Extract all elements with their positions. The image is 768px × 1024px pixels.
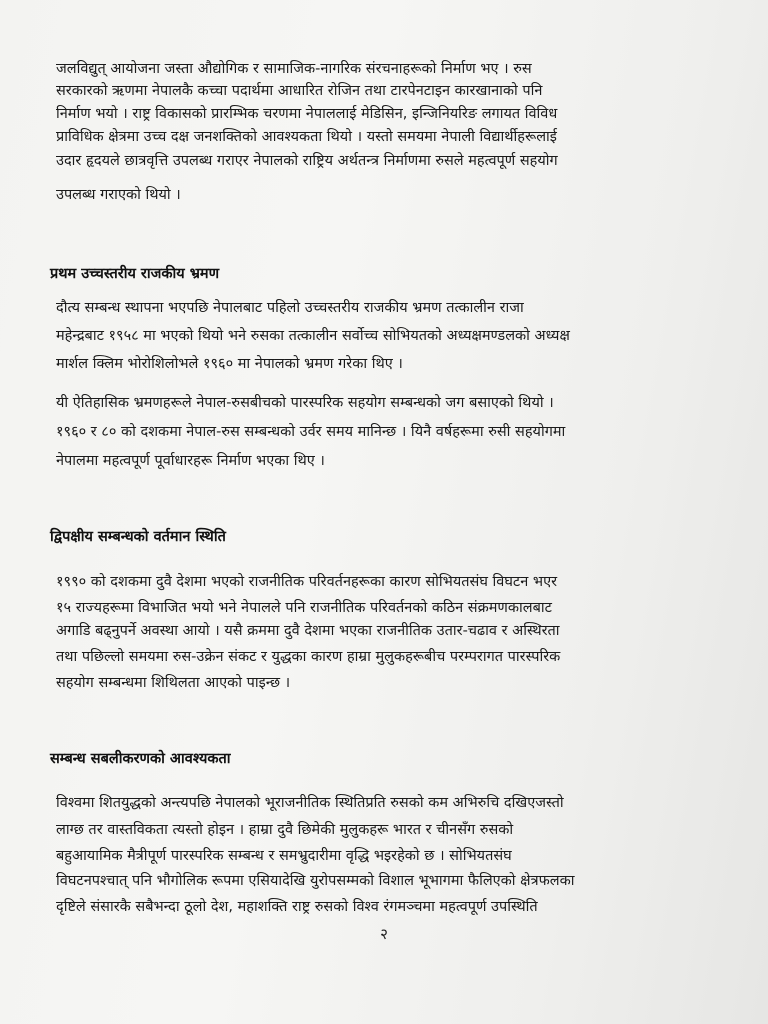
text-line: निर्माण भयो । राष्ट्र विकासको प्रारम्भिक चरणमा नेपाललाई मेडिसिन, इन्जिनियरिङ लगायत विविध bbox=[56, 106, 558, 122]
text-line: प्राविधिक क्षेत्रमा उच्च दक्ष जनशक्तिको आवश्यकता थियो । यस्तो समयमा नेपाली विद्यार्थीहरूलाई bbox=[56, 129, 557, 145]
section-heading-first-state-visit: प्रथम उच्चस्तरीय राजकीय भ्रमण bbox=[50, 266, 220, 282]
text-line: लाग्छ तर वास्तविकता त्यस्तो होइन । हाम्रा दुवै छिमेकी मुलुकहरू भारत र चीनसँग रुसको bbox=[56, 822, 514, 838]
text-line: तथा पछिल्लो समयमा रुस-उक्रेन संकट र युद्धका कारण हाम्रा मुलुकहरूबीच परम्परागत पारस्परिक bbox=[56, 649, 561, 665]
text-line: उपलब्ध गराएको थियो । bbox=[56, 187, 181, 203]
text-line: दौत्य सम्बन्ध स्थापना भएपछि नेपालबाट पहिलो उच्चस्तरीय राजकीय भ्रमण तत्कालीन राजा bbox=[56, 300, 524, 316]
section-heading-strengthening-relations: सम्बन्ध सबलीकरणको आवश्यकता bbox=[50, 751, 231, 767]
section-heading-current-relations: द्विपक्षीय सम्बन्धको वर्तमान स्थिति bbox=[50, 529, 226, 545]
page-number: २ bbox=[380, 925, 388, 943]
text-line: सरकारको ऋणमा नेपालकै कच्चा पदार्थमा आधारित रोजिन तथा टारपेनटाइन कारखानाको पनि bbox=[56, 83, 543, 99]
text-line: जलविद्युत् आयोजना जस्ता औद्योगिक र सामाजिक-नागरिक संरचनाहरूको निर्माण भए । रुस bbox=[56, 61, 532, 77]
text-line: १९६० र ८० को दशकमा नेपाल-रुस सम्बन्धको उर्वर समय मानिन्छ । यिनै वर्षहरूमा रुसी सहयोगमा bbox=[56, 424, 566, 440]
text-line: सहयोग सम्बन्धमा शिथिलता आएको पाइन्छ । bbox=[56, 675, 291, 691]
text-line: यी ऐतिहासिक भ्रमणहरूले नेपाल-रुसबीचको पारस्परिक सहयोग सम्बन्धको जग बसाएको थियो । bbox=[56, 395, 554, 411]
text-line: उदार हृदयले छात्रवृत्ति उपलब्ध गराएर नेपालको राष्ट्रिय अर्थतन्त्र निर्माणमा रुसले महत्वपूर्ण सहयोग bbox=[56, 153, 558, 169]
text-line: १५ राज्यहरूमा विभाजित भयो भने नेपालले पनि राजनीतिक परिवर्तनको कठिन संक्रमणकालबाट bbox=[56, 600, 552, 616]
text-line: विश्वमा शितयुद्धको अन्त्यपछि नेपालको भूराजनीतिक स्थितिप्रति रुसको कम अभिरुचि दखिएजस्तो bbox=[56, 795, 564, 811]
text-line: अगाडि बढ्नुपर्ने अवस्था आयो । यसै क्रममा दुवै देशमा भएका राजनीतिक उतार-चढाव र अस्थिरता bbox=[56, 623, 560, 639]
text-line: नेपालमा महत्वपूर्ण पूर्वाधारहरू निर्माण भएका थिए । bbox=[56, 453, 325, 469]
text-line: बहुआयामिक मैत्रीपूर्ण पारस्परिक सम्बन्ध र समभ्रुदारीमा वृद्धि भइरहेको छ । सोभियतसंघ bbox=[56, 848, 512, 864]
text-line: मार्शल क्लिम भोरोशिलोभले १९६० मा नेपालको भ्रमण गरेका थिए । bbox=[56, 356, 403, 372]
text-line: १९९० को दशकमा दुवै देशमा भएको राजनीतिक परिवर्तनहरूका कारण सोभियतसंघ विघटन भएर bbox=[56, 574, 558, 590]
text-line: विघटनपश्चात् पनि भौगोलिक रूपमा एसियादेखि युरोपसम्मको विशाल भूभागमा फैलिएको क्षेत्रफलका bbox=[56, 873, 575, 889]
text-line: महेन्द्रबाट १९५८ मा भएको थियो भने रुसका तत्कालीन सर्वोच्च सोभियतको अध्यक्षमण्डलको अध्यक्ष bbox=[56, 328, 570, 344]
text-line: दृष्टिले संसारकै सबैभन्दा ठूलो देश, महाशक्ति राष्ट्र रुसको विश्व रंगमञ्चमा महत्वपूर्ण उपस्थिति bbox=[56, 899, 538, 915]
